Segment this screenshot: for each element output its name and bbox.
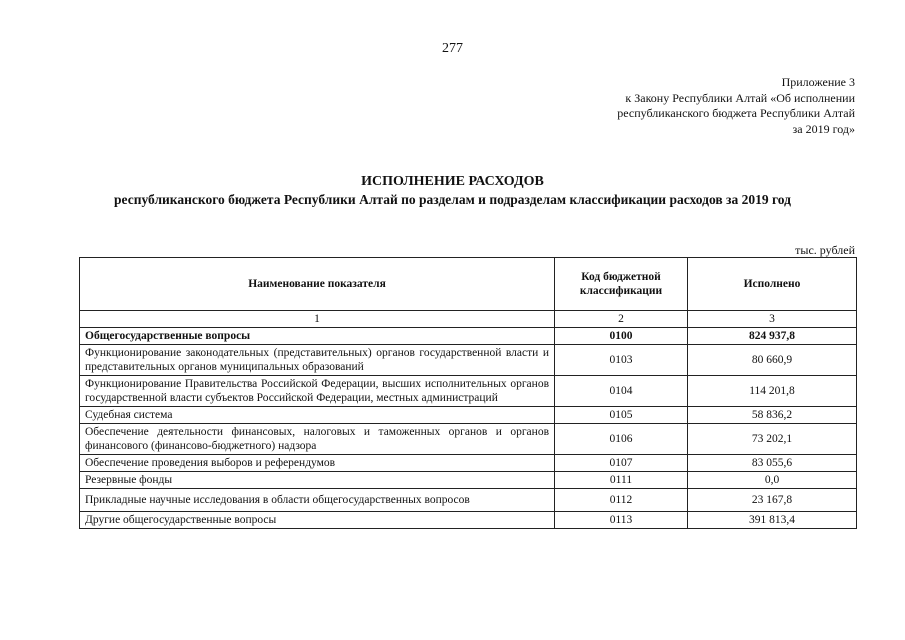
appendix-line: за 2019 год» — [792, 121, 855, 136]
row-name: Резервные фонды — [80, 472, 555, 489]
row-value: 58 836,2 — [688, 407, 857, 424]
row-name: Обеспечение проведения выборов и референдумов — [80, 455, 555, 472]
row-code: 0111 — [555, 472, 688, 489]
row-value: 0,0 — [688, 472, 857, 489]
row-value: 824 937,8 — [688, 328, 857, 345]
appendix-line: к Закону Республики Алтай «Об исполнении — [625, 90, 855, 105]
appendix-line: республиканского бюджета Республики Алтай — [617, 106, 855, 120]
table-header-row — [80, 258, 857, 311]
units-label: тыс. рублей — [795, 243, 855, 257]
column-number-row — [80, 311, 857, 328]
table-row — [80, 472, 857, 489]
header-name: Наименование показателя — [80, 258, 555, 311]
table-row — [80, 455, 857, 472]
row-code: 0106 — [555, 424, 688, 455]
row-code: 0104 — [555, 376, 688, 407]
row-code: 0100 — [555, 328, 688, 345]
row-value: 80 660,9 — [688, 345, 857, 376]
expenditure-table — [79, 257, 857, 529]
row-code: 0105 — [555, 407, 688, 424]
row-code: 0103 — [555, 345, 688, 376]
row-value: 391 813,4 — [688, 512, 857, 529]
table-row — [80, 407, 857, 424]
row-name: Функционирование Правительства Российской Федерации, высших исполнительных органов государственной власти субъектов Российской Федерации, местных администраций — [80, 376, 555, 407]
row-name: Обеспечение деятельности финансовых, налоговых и таможенных органов и органов финансового (финансово-бюджетного) надзора — [80, 424, 555, 455]
appendix-line: Приложение 3 — [781, 75, 855, 89]
row-code: 0112 — [555, 489, 688, 512]
column-number: 3 — [688, 311, 857, 328]
table-row — [80, 512, 857, 529]
header-executed: Исполнено — [688, 258, 857, 311]
page-number: 277 — [442, 41, 463, 56]
document-subtitle: республиканского бюджета Республики Алтай по разделам и подразделам классификации расходов за 2019 год — [114, 192, 791, 207]
row-name: Судебная система — [80, 407, 555, 424]
row-code: 0107 — [555, 455, 688, 472]
header-code: Код бюджетной классификации — [555, 258, 688, 311]
row-name: Прикладные научные исследования в области общегосударственных вопросов — [80, 489, 555, 512]
row-name: Функционирование законодательных (представительных) органов государственной власти и представительных органов муниципальных образований — [80, 345, 555, 376]
document-title: ИСПОЛНЕНИЕ РАСХОДОВ — [361, 174, 544, 189]
row-value: 114 201,8 — [688, 376, 857, 407]
table-row — [80, 328, 857, 345]
table-row — [80, 345, 857, 376]
row-value: 83 055,6 — [688, 455, 857, 472]
appendix-note — [455, 75, 855, 137]
table-row — [80, 376, 857, 407]
row-value: 73 202,1 — [688, 424, 857, 455]
row-value: 23 167,8 — [688, 489, 857, 512]
table-row — [80, 424, 857, 455]
column-number: 1 — [80, 311, 555, 328]
row-name: Общегосударственные вопросы — [80, 328, 555, 345]
table-row — [80, 489, 857, 512]
column-number: 2 — [555, 311, 688, 328]
row-name: Другие общегосударственные вопросы — [80, 512, 555, 529]
row-code: 0113 — [555, 512, 688, 529]
